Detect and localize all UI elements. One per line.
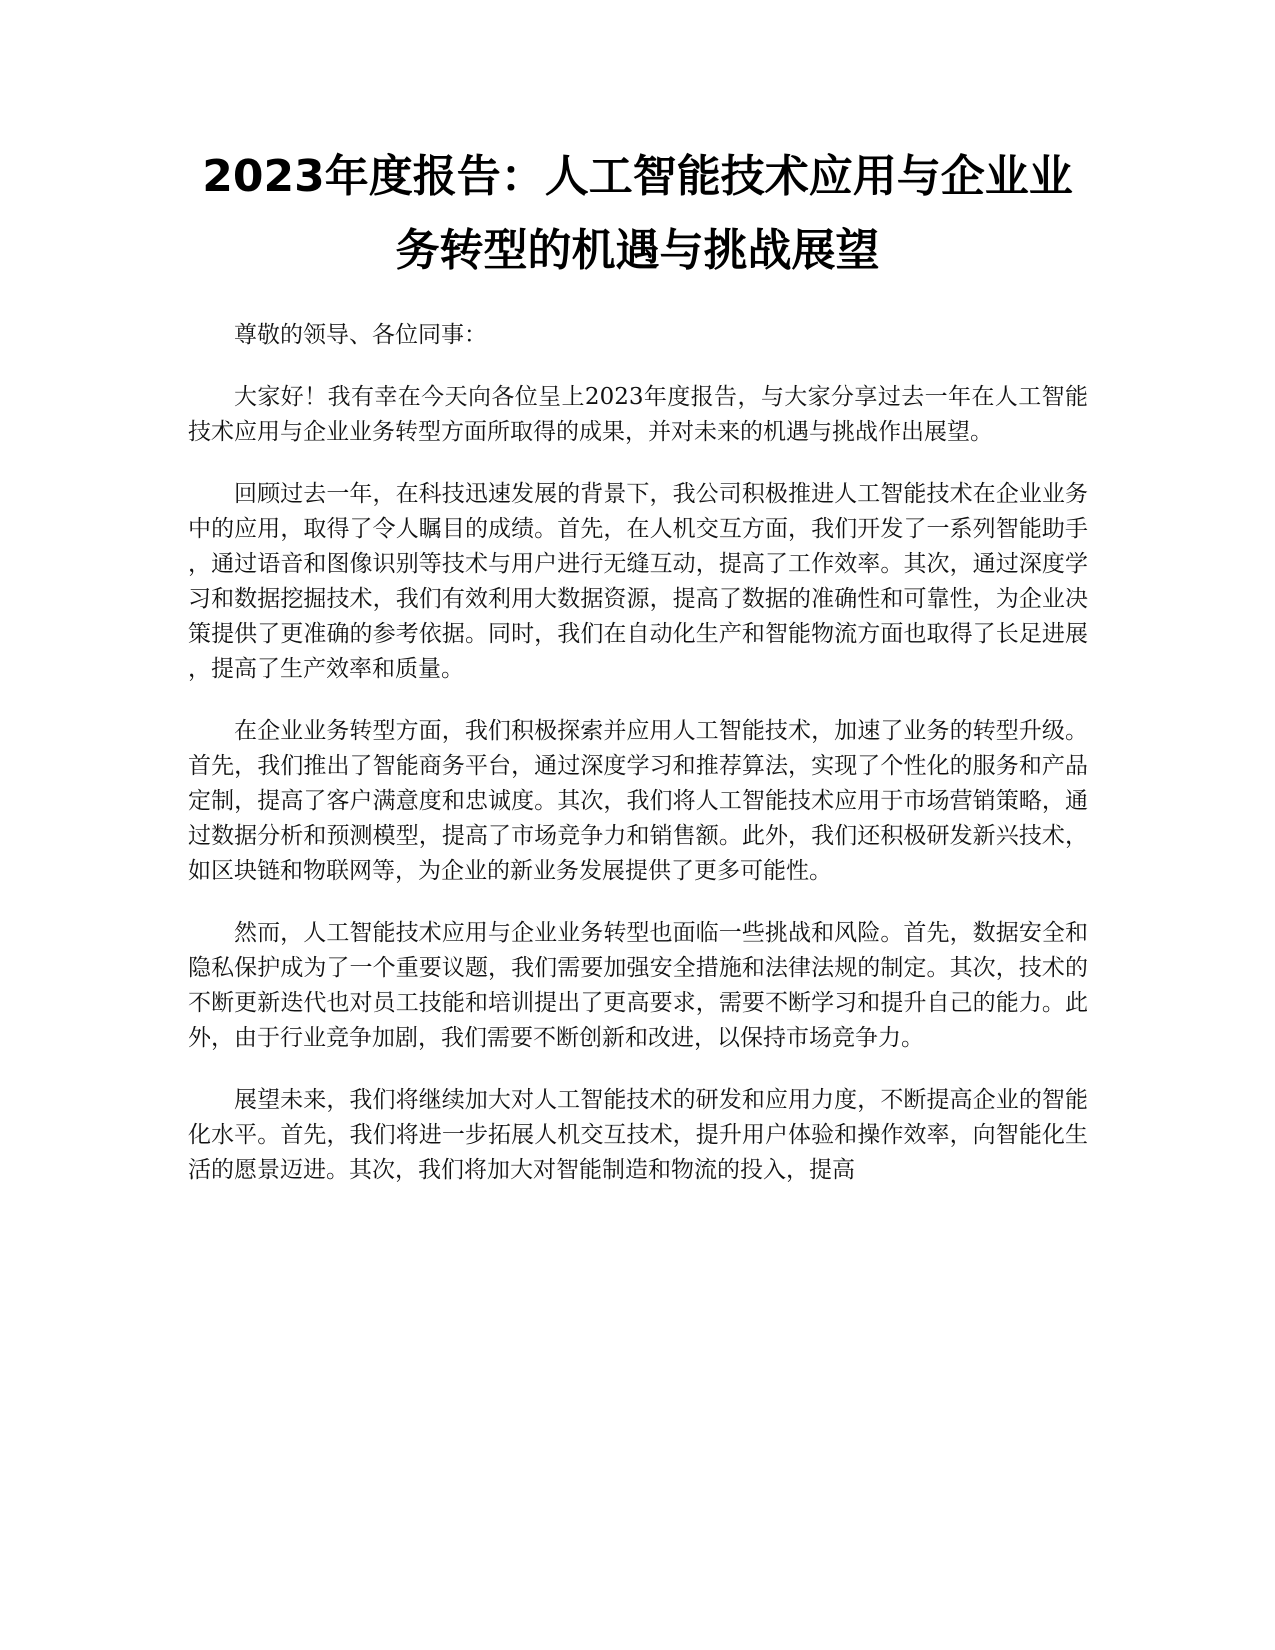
paragraph-challenges: 然而，人工智能技术应用与企业业务转型也面临一些挑战和风险。首先，数据安全和隐私保护成为了一个重要议题，我们需要加强安全措施和法律法规的制定。其次，技术的不断更新迭代也对员工技能和培训提出了更高要求，需要不断学习和提升自己的能力。此外，由于行业竞争加剧，我们需要不断创新和改进，以保持市场竞争力。	[188, 920, 1088, 1051]
document-title: 2023年度报告：人工智能技术应用与企业业务转型的机遇与挑战展望	[202, 151, 1073, 276]
paragraph-transformation: 在企业业务转型方面，我们积极探索并应用人工智能技术，加速了业务的转型升级。首先，我们推出了智能商务平台，通过深度学习和推荐算法，实现了个性化的服务和产品定制，提高了客户满意度和忠诚度。其次，我们将人工智能技术应用于市场营销策略，通过数据分析和预测模型，提高了市场竞争力和销售额。此外，我们还积极研发新兴技术，如区块链和物联网等，为企业的新业务发展提供了更多可能性。	[188, 718, 1088, 884]
paragraph-intro: 大家好！我有幸在今天向各位呈上2023年度报告，与大家分享过去一年在人工智能技术应用与企业业务转型方面所取得的成果，并对未来的机遇与挑战作出展望。	[188, 384, 1088, 445]
paragraph-review: 回顾过去一年，在科技迅速发展的背景下，我公司积极推进人工智能技术在企业业务中的应用，取得了令人瞩目的成绩。首先，在人机交互方面，我们开发了一系列智能助手，通过语音和图像识别等技术与用户进行无缝互动，提高了工作效率。其次，通过深度学习和数据挖掘技术，我们有效利用大数据资源，提高了数据的准确性和可靠性，为企业决策提供了更准确的参考依据。同时，我们在自动化生产和智能物流方面也取得了长足进展，提高了生产效率和质量。	[188, 481, 1088, 682]
document-body	[188, 318, 1088, 1215]
paragraph-greeting: 尊敬的领导、各位同事：	[234, 322, 487, 348]
paragraph-outlook: 展望未来，我们将继续加大对人工智能技术的研发和应用力度，不断提高企业的智能化水平。首先，我们将进一步拓展人机交互技术，提升用户体验和操作效率，向智能化生活的愿景迈进。其次，我们将加大对智能制造和物流的投入，提高	[188, 1087, 1088, 1183]
